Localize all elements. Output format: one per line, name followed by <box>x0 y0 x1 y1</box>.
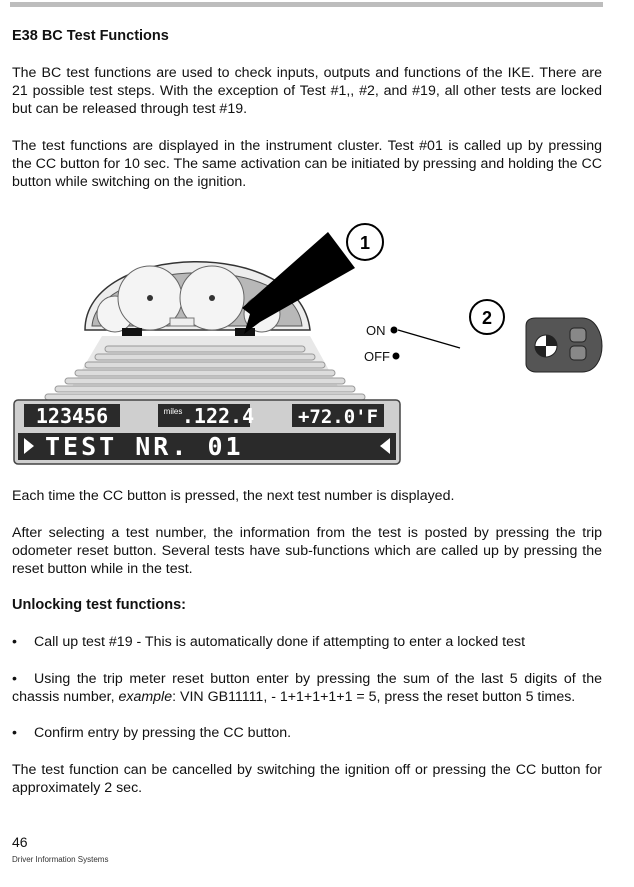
bullet-symbol: • <box>12 671 17 687</box>
bullet-emphasis: example <box>118 689 173 705</box>
bullet-text: Call up test #19 - This is automatically done if attempting to enter a locked test <box>34 634 526 650</box>
footer-section-title: Driver Information Systems <box>12 855 109 864</box>
bullet-item-confirm <box>12 724 602 742</box>
key-fob-unlock-button <box>570 328 586 342</box>
section-heading-unlocking: Unlocking test functions: <box>12 597 186 613</box>
page-number: 46 <box>12 834 28 850</box>
paragraph-trip-reset: After selecting a test number, the information from the test is posted by pressing the trip odometer reset button. Several tests have sub-functions which are called up by pressing the reset button while in the test. <box>12 525 602 577</box>
needle-hub <box>147 295 153 301</box>
lcd-temperature-value: +72.0'F <box>297 406 379 428</box>
instrument-cluster-figure <box>10 222 610 468</box>
key-fob-lock-button <box>570 346 586 360</box>
bullet-item-call-up <box>12 633 602 651</box>
cluster-button-left <box>122 328 142 336</box>
page-title: E38 BC Test Functions <box>12 28 169 44</box>
paragraph-cancel: The test function can be cancelled by switching the ignition off or pressing the CC button for approximately 2 sec. <box>12 762 602 796</box>
bullet-symbol: • <box>12 725 17 741</box>
lcd-miles-label: miles <box>163 407 183 416</box>
odometer-window <box>170 318 194 326</box>
lcd-odometer-value: 123456 <box>35 404 109 428</box>
paragraph-display: The test functions are displayed in the instrument cluster. Test #01 is called up by pressing the CC button for 10 sec. The same activation can be initiated by pressing and holding the CC button while switching on the ignition. <box>12 138 602 190</box>
off-dot <box>393 353 400 360</box>
cluster-illustration <box>10 222 610 468</box>
off-label: OFF <box>364 349 390 364</box>
bullet-text: Confirm entry by pressing the CC button. <box>34 725 292 741</box>
bullet-text: Using the trip meter reset button enter by pressing the sum of the last 5 digits of the chassis number, <box>12 671 602 705</box>
paragraph-intro: The BC test functions are used to check inputs, outputs and functions of the IKE. There are 21 possible test steps. With the exception of Test #1,, #2, and #19, all other tests are locked but can be released through test #19. <box>12 65 602 117</box>
lcd-trip-value: .122.4 <box>181 404 255 428</box>
bullet-symbol: • <box>12 634 17 650</box>
callout-1-label: 1 <box>359 233 371 253</box>
on-label: ON <box>366 323 386 338</box>
paragraph-cc-button: Each time the CC button is pressed, the next test number is displayed. <box>12 488 455 504</box>
key-turn-line <box>398 330 460 348</box>
needle-hub <box>209 295 215 301</box>
on-dot <box>391 327 398 334</box>
bullet-text-continued: : VIN GB11111, - 1+1+1+1+1 = 5, press the reset button 5 times. <box>172 689 576 705</box>
callout-2-label: 2 <box>481 308 493 328</box>
lcd-message-text: TEST NR. 01 <box>45 432 244 461</box>
bullet-item-reset-sum <box>12 670 602 706</box>
top-rule <box>10 2 603 7</box>
